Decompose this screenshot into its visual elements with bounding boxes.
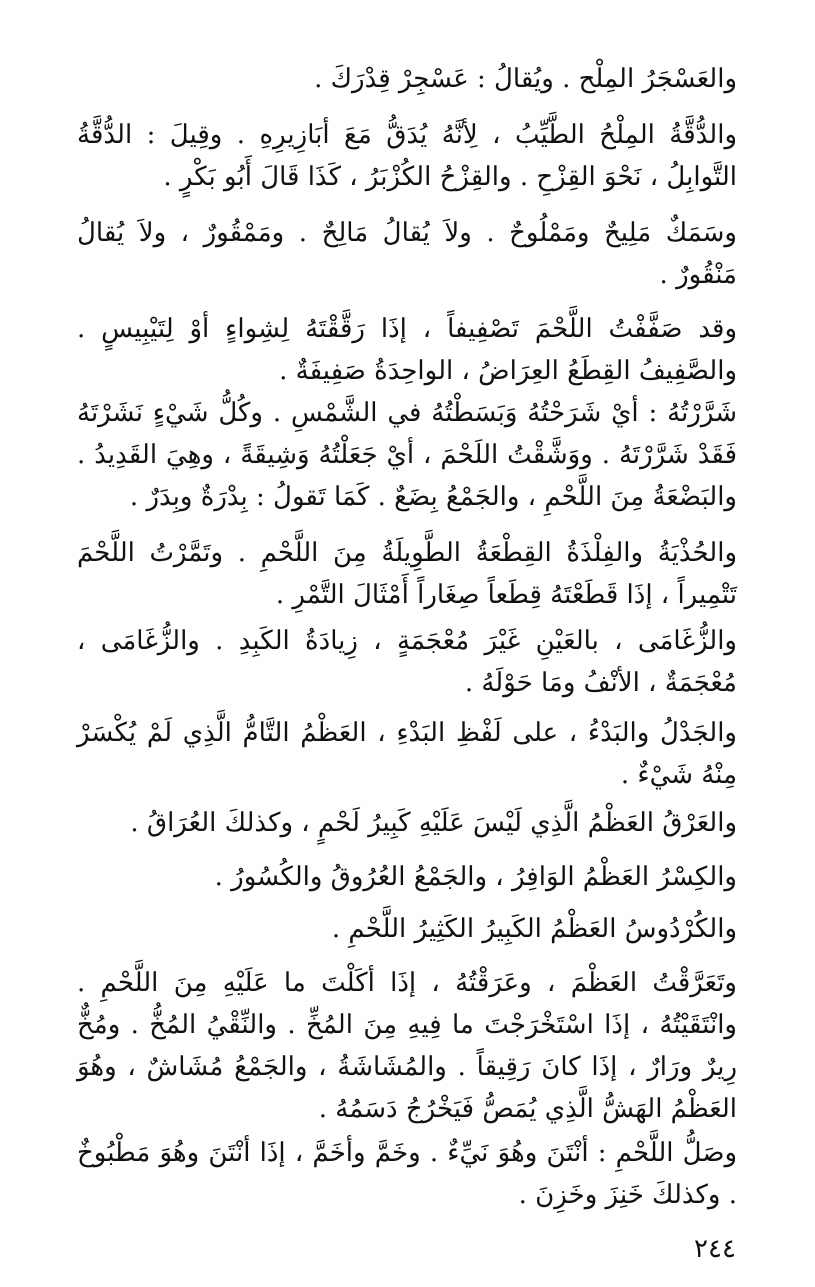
paragraph-7: والزُّغَامَى ، بالعَيْنِ غَيْرَ مُعْجَمَةٍ ، زِيادَةُ الكَبِدِ . والزُّغَامَى ، مُعْجَمَةٌ ، الأنْفُ ومَا حَوْلَهُ . [77,626,737,698]
paragraph-4: وقد صَفَّفْتُ اللَّحْمَ تَصْفِيفاً ، إذَا رَقَّقْتَهُ لِشِواءٍ أوْ لِتَيْبِيسٍ . والصَّفِيفُ القِطَعُ العِرَاضُ ، الواحِدَةُ صَفِيفَةٌ . [77,314,737,386]
paragraph-3: وسَمَكٌ مَلِيحٌ ومَمْلُوحٌ . ولاَ يُقالُ مَالِحٌ . ومَمْقُورٌ ، ولاَ يُقالُ مَنْقُورٌ . [77,218,737,290]
paragraph-12: وتَعَرَّقْتُ العَظْمَ ، وعَرَقْتُهُ ، إذَا أكَلْتَ ما عَلَيْهِ مِنَ اللَّحْمِ . وانْتَقَيْتُهُ ، إذَا اسْتَخْرَجْتَ ما فِيهِ مِنَ المُخِّ . والنِّقْيُ المُخُّ . ومُخٌّ رِيرٌ ورَارٌ ، إذَا كانَ رَقِيقاً . والمُشَاشَةُ ، والجَمْعُ مُشَاشٌ ، وهُوَ العَظْمُ الهَشُّ الَّذِي يُمَصُّ فَيَخْرُجُ دَسَمُهُ . [77,968,737,1124]
paragraph-13: وصَلُّ اللَّحْمِ : أنْتَنَ وهُوَ نَيِّءٌ . وخَمَّ وأخَمَّ ، إذَا أنْتَنَ وهُوَ مَطْبُوخٌ . وكذلكَ خَنِزَ وخَزِنَ . [77,1138,737,1210]
paragraph-9: والعَرْقُ العَظْمُ الَّذِي لَيْسَ عَلَيْهِ كَبِيرُ لَحْمٍ ، وكذلكَ العُرَاقُ . [130,808,737,838]
paragraph-2: والدُّقَّةُ المِلْحُ الطَّيِّبُ ، لِأنَّهُ يُدَقُّ مَعَ أبَازِيرِهِ . وقِيلَ : الدُّقَّةُ التَّوابِلُ ، نَحْوَ القِزْحِ . والقِزْحُ الكُزْبَرُ ، كَذَا قَالَ أَبُو بَكْرٍ . [77,120,737,192]
paragraph-11: والكُرْدُوسُ العَظْمُ الكَبِيرُ الكَثِيرُ اللَّحْمِ . [331,914,737,944]
paragraph-8: والجَدْلُ والبَدْءُ ، على لَفْظِ البَدْءِ ، العَظْمُ التَّامُّ الَّذِي لَمْ يُكْسَرْ مِنْهُ شَيْءٌ . [77,718,737,790]
page-number: ٢٤٤ [694,1234,736,1264]
paragraph-5: شَرَّرْتُهُ : أيْ شَرَحْتُهُ وَبَسَطْتُهُ في الشَّمْسِ . وكُلُّ شَيْءٍ نَشَرْتَهُ فَقَدْ شَرَّرْتَهُ . ووَشَّقْتُ اللَحْمَ ، أيْ جَعَلْتُهُ وَشِيقَةً ، وهِيَ القَدِيدُ . والبَضْعَةُ مِنَ اللَّحْمِ ، والجَمْعُ بِضَعٌ . كَمَا تَقولُ : بِدْرَةٌ وبِدَرٌ . [77,398,737,512]
paragraph-1: والعَسْجَرُ المِلْح . ويُقالُ : عَسْجِرْ قِدْرَكَ . [314,64,737,94]
paragraph-10: والكِسْرُ العَظْمُ الوَافِرُ ، والجَمْعُ العُرُوقُ والكُسُورُ . [214,862,737,892]
paragraph-6: والحُذْيَةُ والفِلْذَةُ القِطْعَةُ الطَّوِيلَةُ مِنَ اللَّحْمِ . وتَمَّرْتُ اللَّحْمَ تَتْمِيراً ، إذَا قَطَعْتَهُ قِطَعاً صِغَاراً أَمْثَالَ التَّمْرِ . [77,538,737,610]
